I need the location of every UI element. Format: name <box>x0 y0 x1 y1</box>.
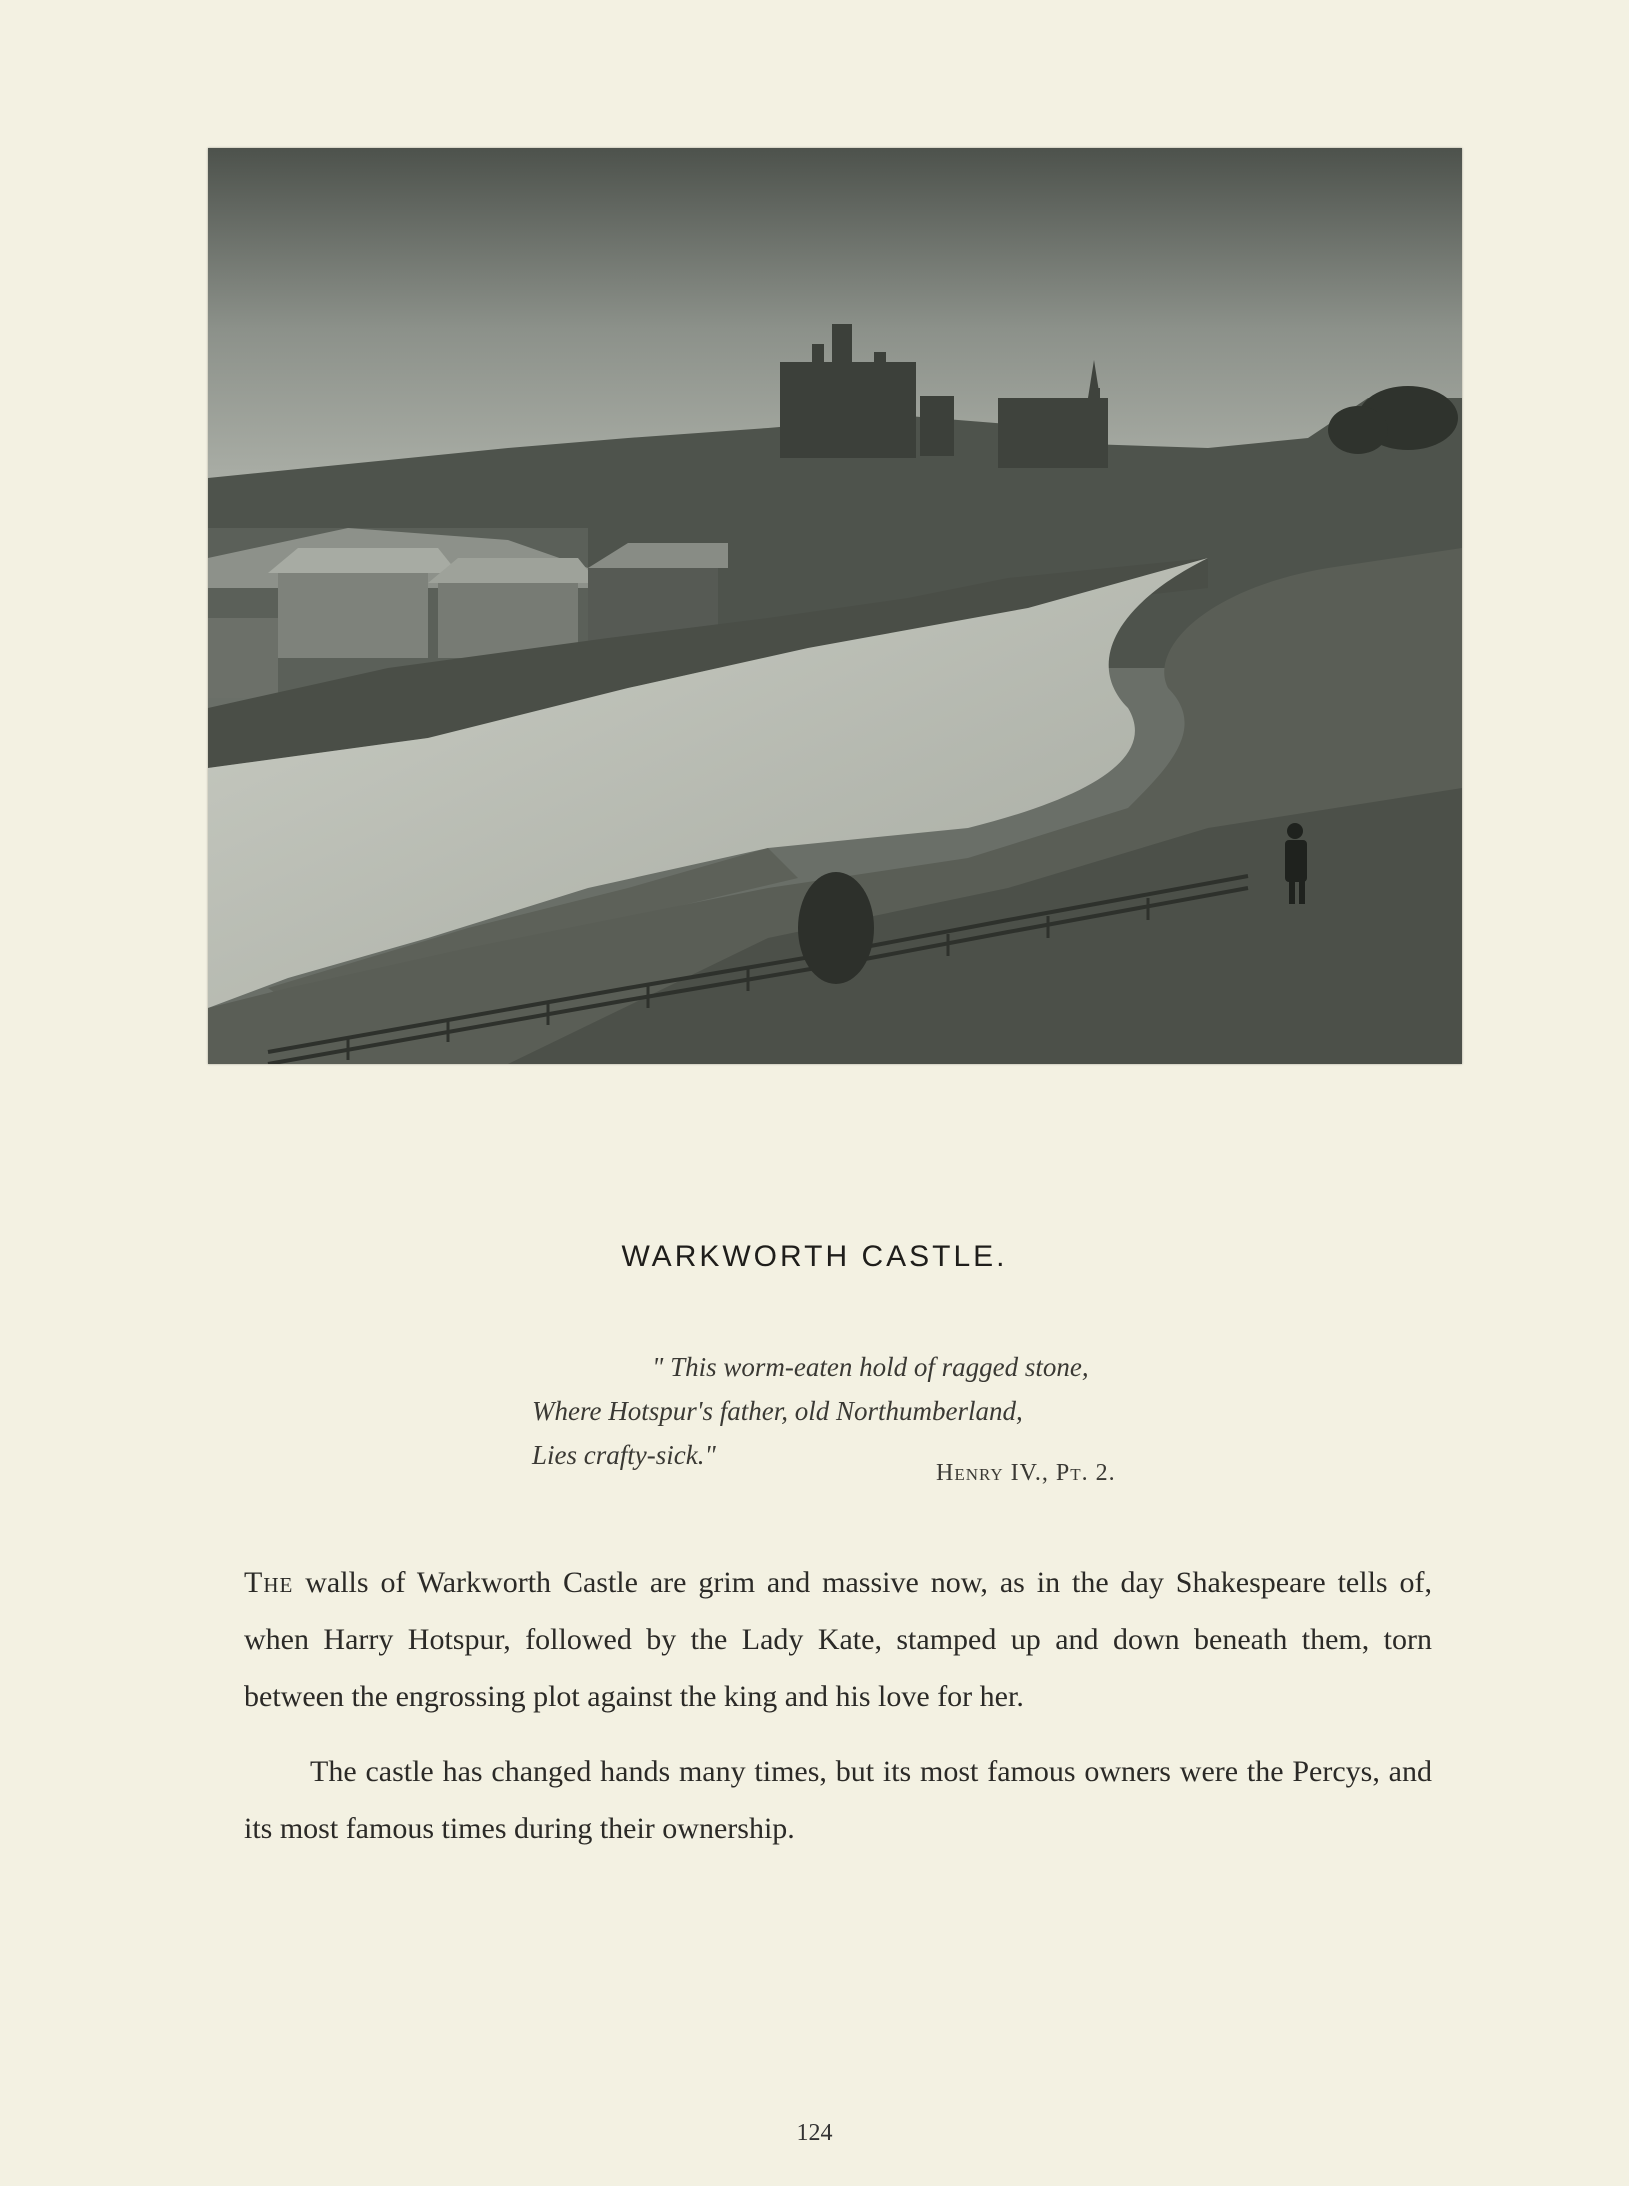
photograph-illustration <box>208 148 1462 1064</box>
photo-caption: WARKWORTH CASTLE. <box>621 1240 1008 1273</box>
body-text <box>244 1554 1432 1875</box>
verse-quotation <box>532 1345 1192 1477</box>
verse-line-1: " This worm-eaten hold of ragged stone, <box>652 1352 1089 1382</box>
bush <box>798 872 874 984</box>
paragraph-lead-word: The <box>244 1566 294 1599</box>
page-number: 124 <box>796 2120 833 2146</box>
paragraph-2: The castle has changed hands many times, but its most famous owners were the Percys, and its most famous times during their ownership. <box>244 1755 1432 1845</box>
verse-attribution: Henry IV., Pt. 2. <box>936 1460 1116 1486</box>
verse-line-3: Lies crafty-sick." <box>532 1440 716 1470</box>
paragraph-1-text: walls of Warkworth Castle are grim and massive now, as in the day Shakespeare tells of, when Harry Hotspur, followed by the Lady Kate, stamped up and down beneath them, torn between the engrossing plot against the king and his love for her. <box>244 1566 1432 1713</box>
castle-photograph <box>208 148 1462 1064</box>
paragraph-1 <box>244 1554 1432 1725</box>
verse-line-2: Where Hotspur's father, old Northumberland, <box>532 1396 1023 1426</box>
